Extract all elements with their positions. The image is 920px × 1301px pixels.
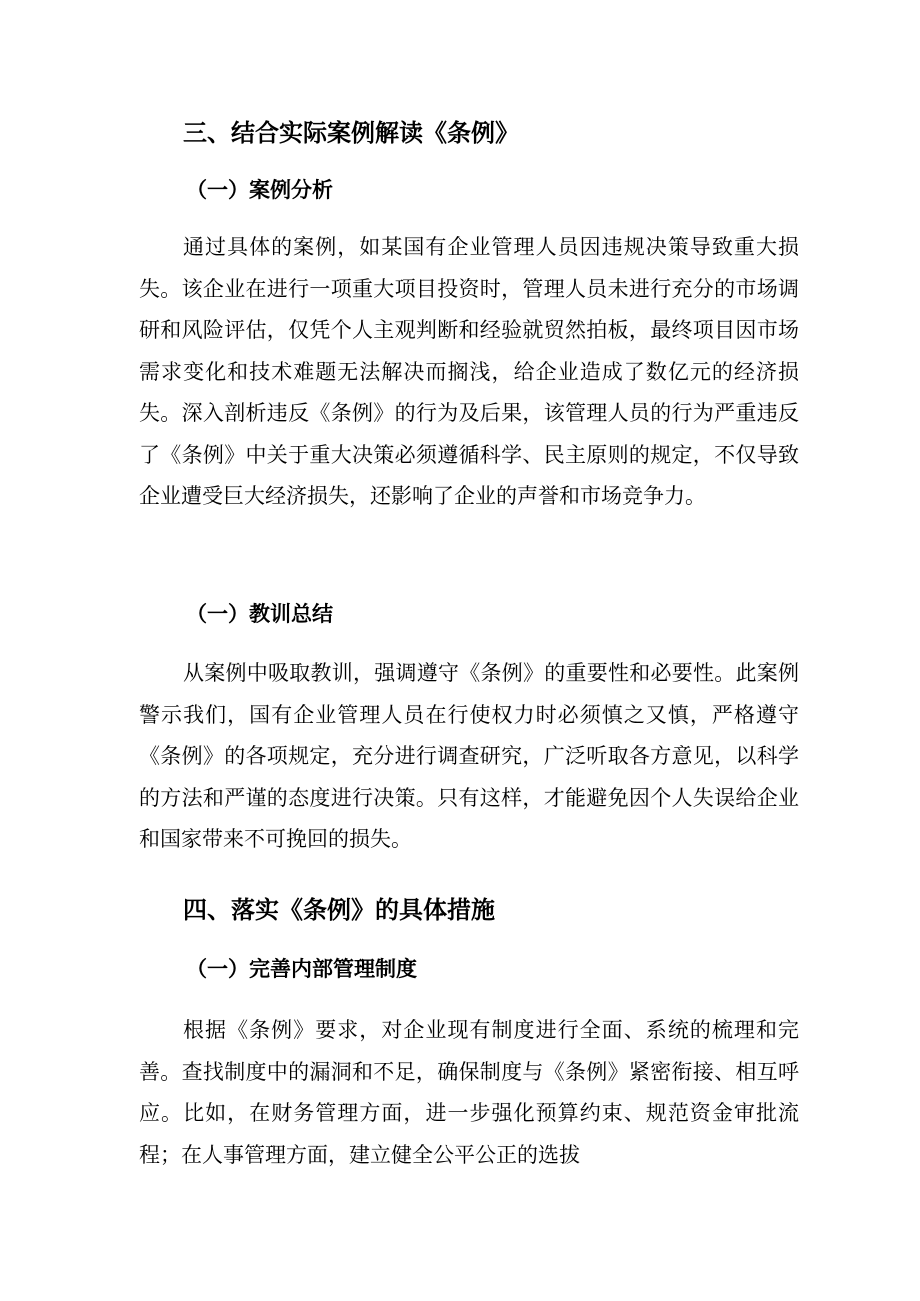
subsection-title-internal-management: （一）完善内部管理制度 (186, 956, 417, 981)
paragraph-lessons: 从案例中吸取教训，强调遵守《条例》的重要性和必要性。此案例警示我们，国有企业管理人员在行使权力时必须慎之又慎，严格遵守《条例》的各项规定，充分进行调查研究，广泛听取各方意见，以科学的方法和严谨的态度进行决策。只有这样，才能避免因个人失误给企业和国家带来不可挽回的损失。 (139, 661, 799, 851)
subsection-title-lessons: （一）教训总结 (186, 601, 333, 626)
section-heading-case-interpretation: 三、结合实际案例解读《条例》 (183, 119, 519, 147)
paragraph-case-analysis: 通过具体的案例，如某国有企业管理人员因违规决策导致重大损失。该企业在进行一项重大项目投资时，管理人员未进行充分的市场调研和风险评估，仅凭个人主观判断和经验就贸然拍板，最终项目因市场需求变化和技术难题无法解决而搁浅，给企业造成了数亿元的经济损失。深入剖析违反《条例》的行为及后果，该管理人员的行为严重违反了《条例》中关于重大决策必须遵循科学、民主原则的规定，不仅导致企业遭受巨大经济损失，还影响了企业的声誉和市场竞争力。 (139, 235, 799, 508)
subsection-title-case-analysis: （一）案例分析 (186, 177, 333, 202)
paragraph-internal-management: 根据《条例》要求，对企业现有制度进行全面、系统的梳理和完善。查找制度中的漏洞和不足，确保制度与《条例》紧密衔接、相互呼应。比如，在财务管理方面，进一步强化预算约束、规范资金审批流程；在人事管理方面，建立健全公平公正的选拔 (139, 1018, 799, 1167)
section-heading-implementation-measures: 四、落实《条例》的具体措施 (183, 896, 495, 924)
